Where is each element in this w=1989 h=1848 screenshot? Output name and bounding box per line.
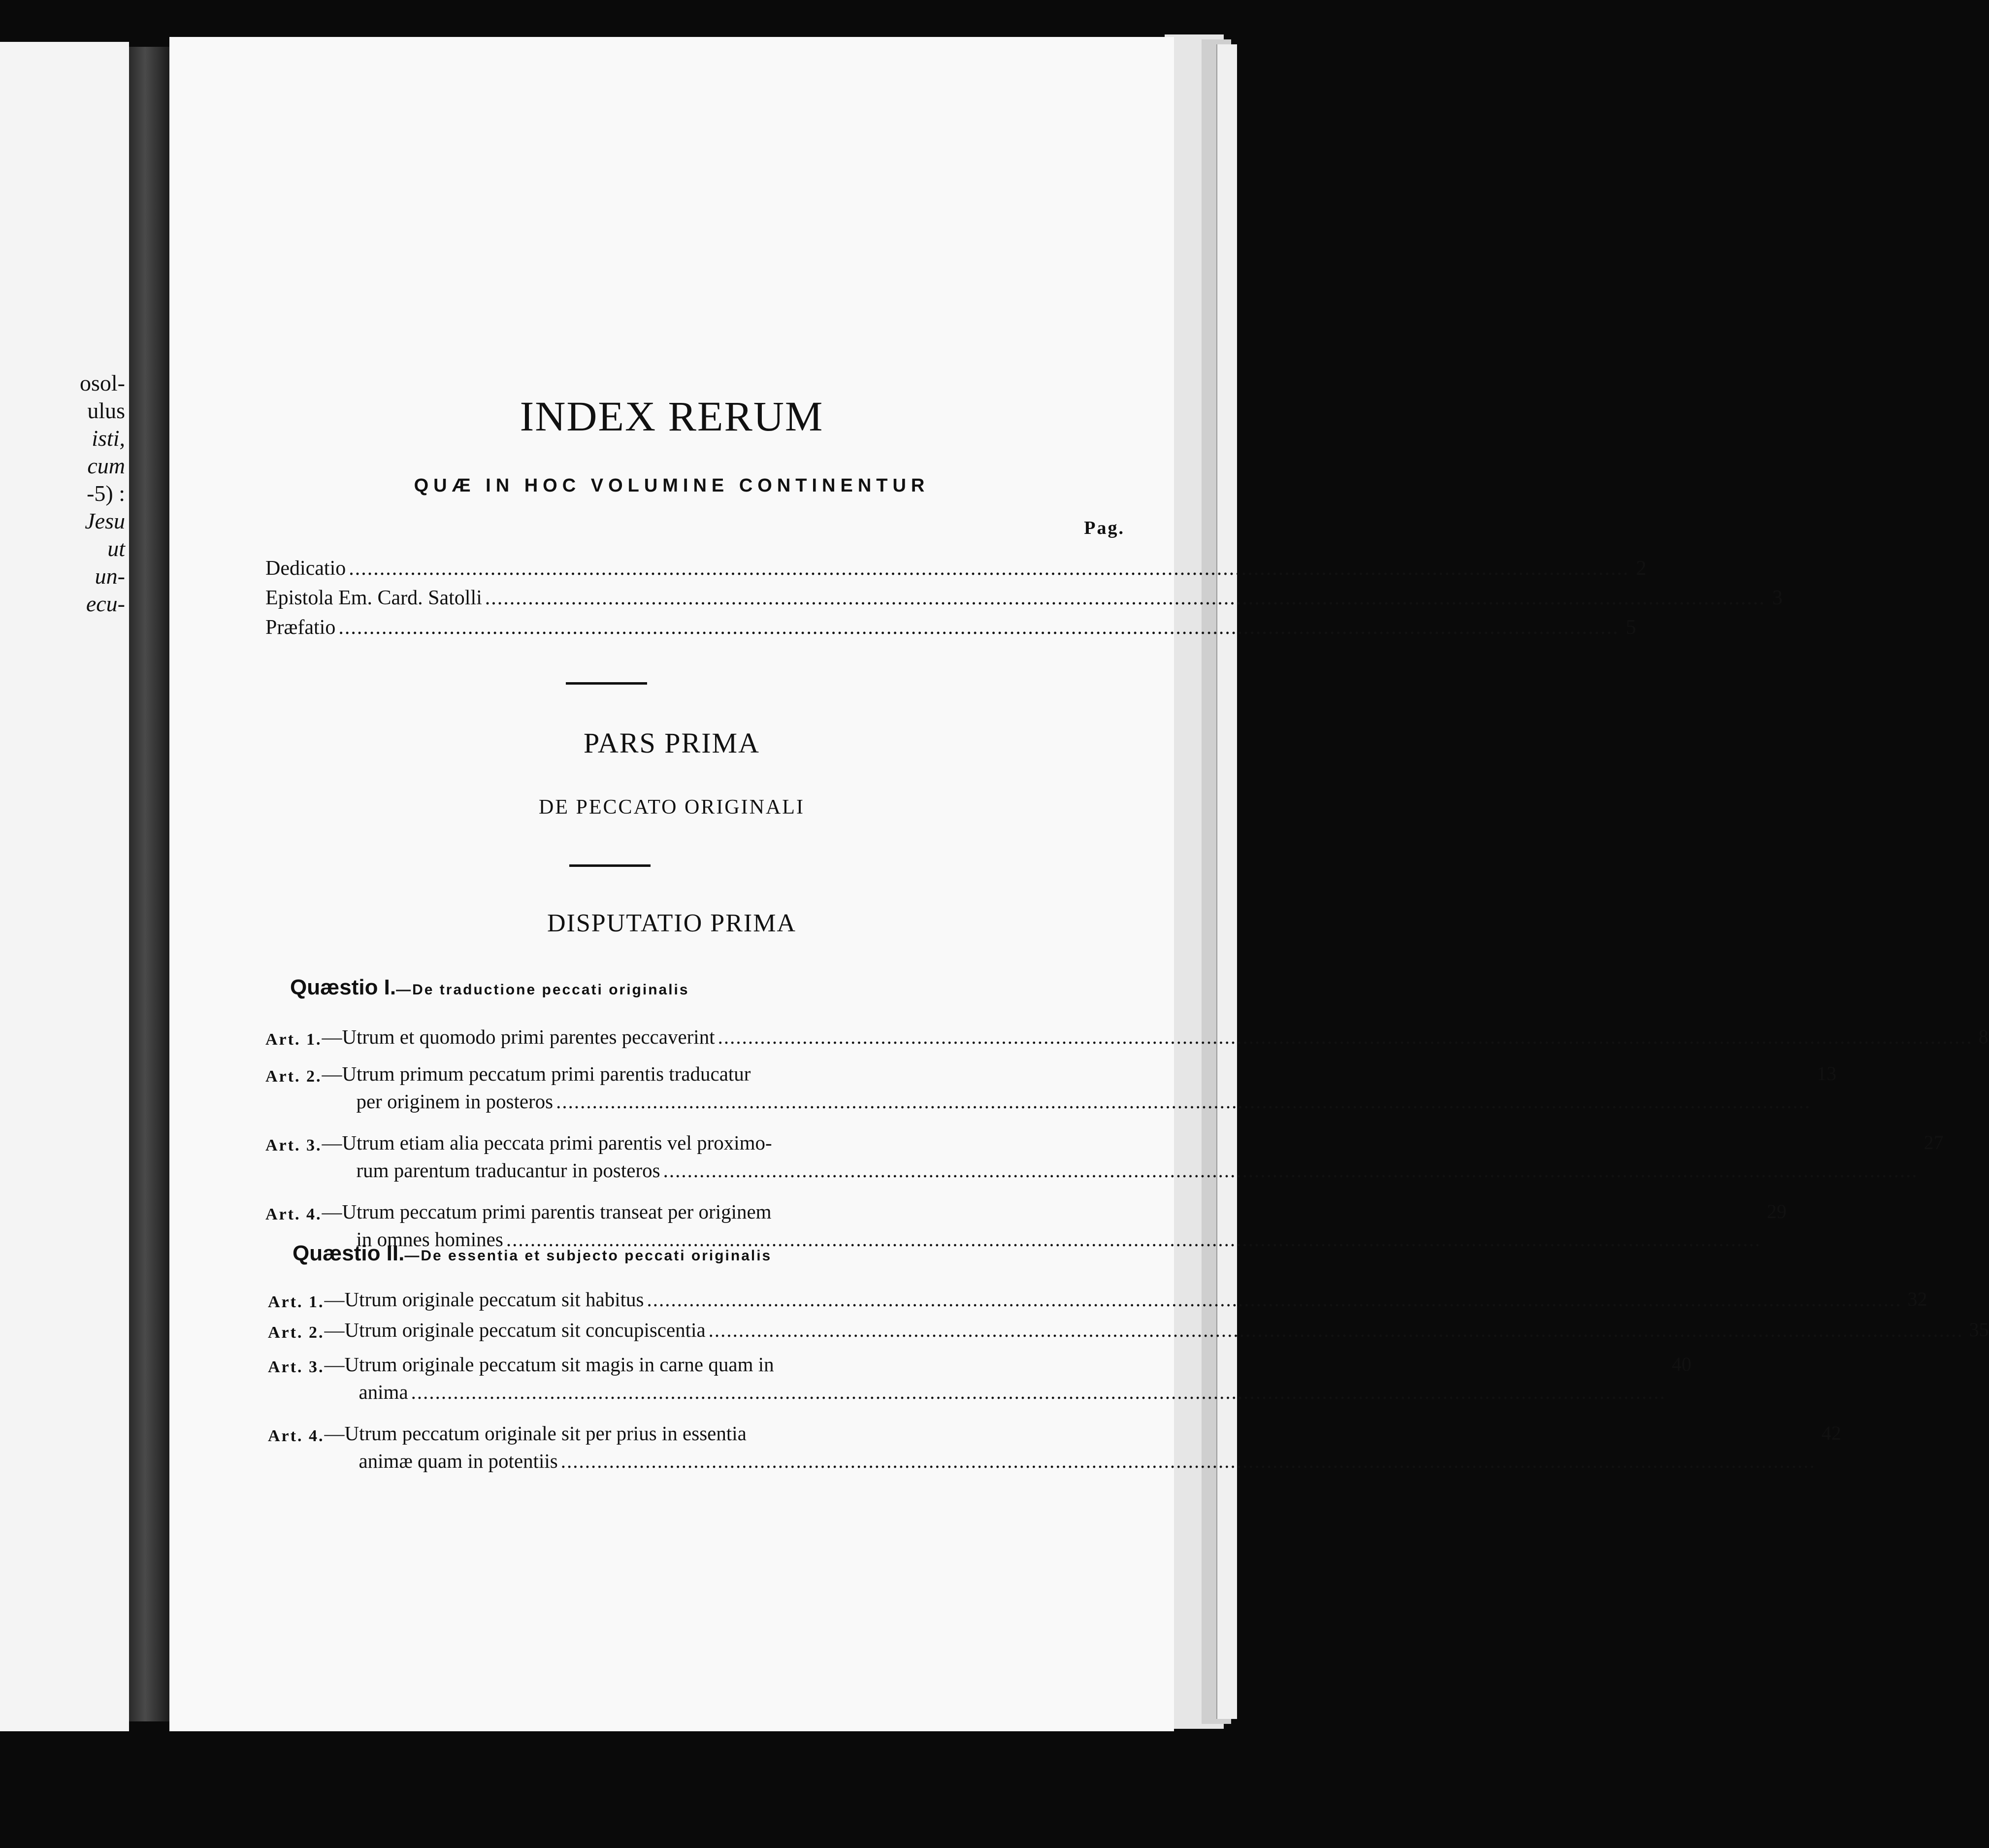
article-label: Art. 2.: [268, 1323, 325, 1342]
facing-page: [0, 42, 129, 1731]
quaestio-label: Quæstio II.: [293, 1241, 405, 1265]
toc-entry-label: Dedicatio: [265, 557, 346, 580]
section-divider: [566, 682, 647, 685]
article-text: —Utrum originale peccatum sit habitus: [324, 1288, 644, 1311]
article-label: Art. 2.: [265, 1067, 322, 1086]
toc-entry-epistola: [265, 586, 1783, 610]
page-column-label: Pag.: [1084, 518, 1125, 538]
article-page: 35: [1969, 1319, 1989, 1341]
article-label: Art. 3.: [265, 1136, 322, 1155]
facing-page-line: isti,: [92, 426, 125, 451]
leader-dots: [349, 557, 1629, 580]
toc-entry-dedicatio: [265, 557, 1647, 580]
toc-article: [265, 1023, 1989, 1054]
article-label: Art. 3.: [268, 1358, 325, 1376]
facing-page-line: osol-: [80, 370, 125, 396]
disputatio-title: DISPUTATIO PRIMA: [547, 909, 796, 937]
article-page: 32: [1907, 1288, 1927, 1310]
facing-page-text: [80, 369, 125, 618]
index-page: [169, 37, 1989, 1731]
article-page: 29: [1766, 1200, 1787, 1222]
part-title: PARS PRIMA: [584, 727, 760, 759]
facing-page-line: -5) :: [87, 481, 125, 506]
article-text: —Utrum peccatum primi parentis transeat per originem: [322, 1200, 772, 1223]
toc-article: [268, 1316, 1989, 1347]
article-page: 40: [1671, 1353, 1692, 1375]
leader-dots: [663, 1156, 1918, 1184]
article-text: —Utrum et quomodo primi parentes peccaverint: [322, 1025, 715, 1048]
article-label: Art. 4.: [268, 1427, 325, 1445]
facing-page-line: ulus: [87, 398, 125, 423]
quaestio-heading-1: [290, 975, 689, 1000]
leader-dots: [561, 1447, 1816, 1475]
article-page: 27: [1924, 1131, 1944, 1154]
leader-dots: [718, 1023, 1973, 1051]
facing-page-line: ut: [107, 536, 125, 561]
article-text: —Utrum originale peccatum sit concupiscentia: [324, 1319, 706, 1341]
toc-entry-label: Præfatio: [265, 616, 336, 639]
leader-dots: [338, 616, 1619, 639]
leader-dots: [709, 1316, 1963, 1344]
leader-dots: [411, 1378, 1666, 1406]
page-title: INDEX RERUM: [520, 393, 824, 440]
facing-page-line: ecu-: [86, 591, 125, 616]
leader-dots: [556, 1088, 1811, 1115]
quaestio-heading-2: [293, 1241, 772, 1266]
toc-entry-praefatio: [265, 616, 1636, 639]
article-text: rum parentum traducantur in posteros: [356, 1159, 660, 1182]
article-text: —Utrum primum peccatum primi parentis traducatur: [322, 1062, 751, 1085]
article-page: 42: [1821, 1422, 1841, 1444]
article-label: Art. 4.: [265, 1205, 322, 1223]
toc-entry-label: Epistola Em. Card. Satolli: [265, 587, 482, 609]
toc-article: [268, 1351, 1692, 1406]
article-text: per originem in posteros: [356, 1090, 554, 1113]
leader-dots: [485, 586, 1765, 610]
article-text: animæ quam in potentiis: [359, 1450, 558, 1472]
article-page: 8: [1978, 1025, 1989, 1048]
toc-article: [268, 1419, 1841, 1475]
toc-entry-page: 5: [1626, 616, 1636, 639]
toc-entry-page: 2: [1636, 557, 1647, 580]
facing-page-line: un-: [95, 563, 125, 589]
toc-article: [265, 1060, 1837, 1115]
article-label: Art. 1.: [268, 1293, 325, 1311]
quaestio-title: —De traductione peccati originalis: [396, 982, 689, 998]
quaestio-label: Quæstio I.: [290, 975, 396, 999]
page-subtitle: QUÆ IN HOC VOLUMINE CONTINENTUR: [414, 475, 930, 496]
toc-article: [268, 1286, 1927, 1316]
article-text: —Utrum peccatum originale sit per prius in essentia: [324, 1422, 747, 1445]
article-text: anima: [359, 1381, 408, 1403]
article-label: Art. 1.: [265, 1030, 322, 1049]
section-divider: [569, 864, 651, 867]
toc-entry-page: 3: [1772, 587, 1783, 609]
article-page: 13: [1817, 1062, 1837, 1085]
toc-article: [265, 1129, 1944, 1184]
leader-dots: [647, 1286, 1901, 1313]
book-gutter: [129, 47, 169, 1721]
quaestio-title: —De essentia et subjecto peccati originalis: [404, 1248, 772, 1264]
article-text: —Utrum etiam alia peccata primi parentis vel proximo-: [322, 1131, 772, 1154]
facing-page-line: Jesu: [85, 508, 125, 533]
article-text: in omnes homines: [356, 1228, 503, 1251]
article-text: —Utrum originale peccatum sit magis in carne quam in: [324, 1353, 774, 1376]
part-subtitle: DE PECCATO ORIGINALI: [539, 796, 805, 819]
facing-page-line: cum: [87, 453, 125, 478]
